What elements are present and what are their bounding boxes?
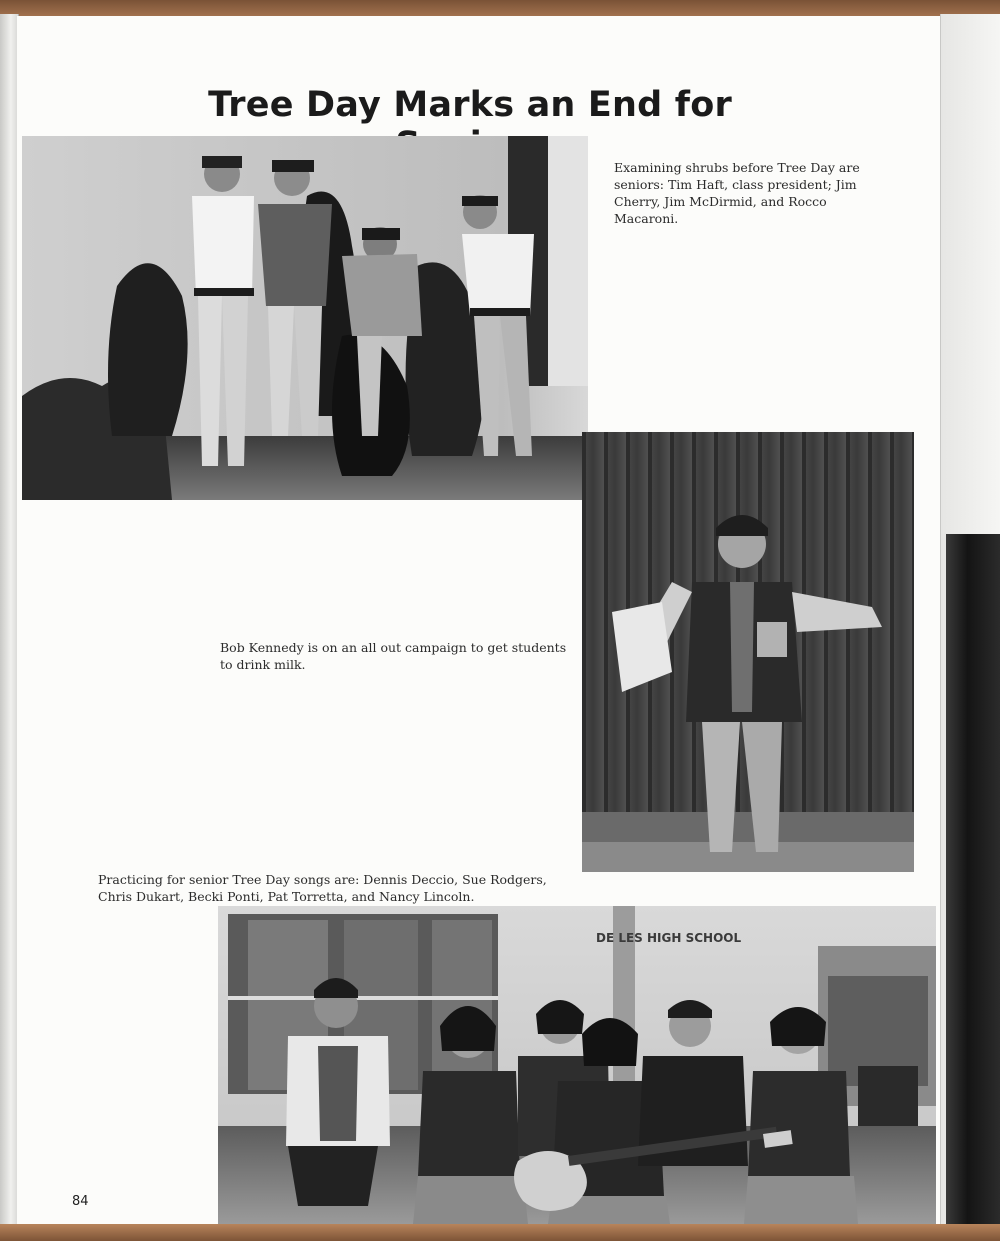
caption-shrubs: Examining shrubs before Tree Day are seniors: Tim Haft, class president; Jim Cherry, Jim McDirmid, and Rocco Macaroni. <box>614 159 860 226</box>
scan-bottom-edge <box>0 1224 1000 1241</box>
caption-milk: Bob Kennedy is on an all out campaign to get students to drink milk. <box>220 639 567 672</box>
school-sign-text: DE LES HIGH SCHOOL <box>596 931 742 945</box>
page-number: 84 <box>72 1194 89 1209</box>
photo-milk-campaign <box>582 432 914 872</box>
photo-tree-day-songs <box>218 906 936 1224</box>
photo-shrubs <box>22 136 588 500</box>
caption-songs: Practicing for senior Tree Day songs are: Dennis Deccio, Sue Rodgers, Chris Dukart, Becki Ponti, Pat Torretta, and Nancy Lincoln. <box>98 871 547 904</box>
page-title: Tree Day Marks an End for <box>208 85 732 126</box>
facing-page-photo <box>946 534 1000 1224</box>
